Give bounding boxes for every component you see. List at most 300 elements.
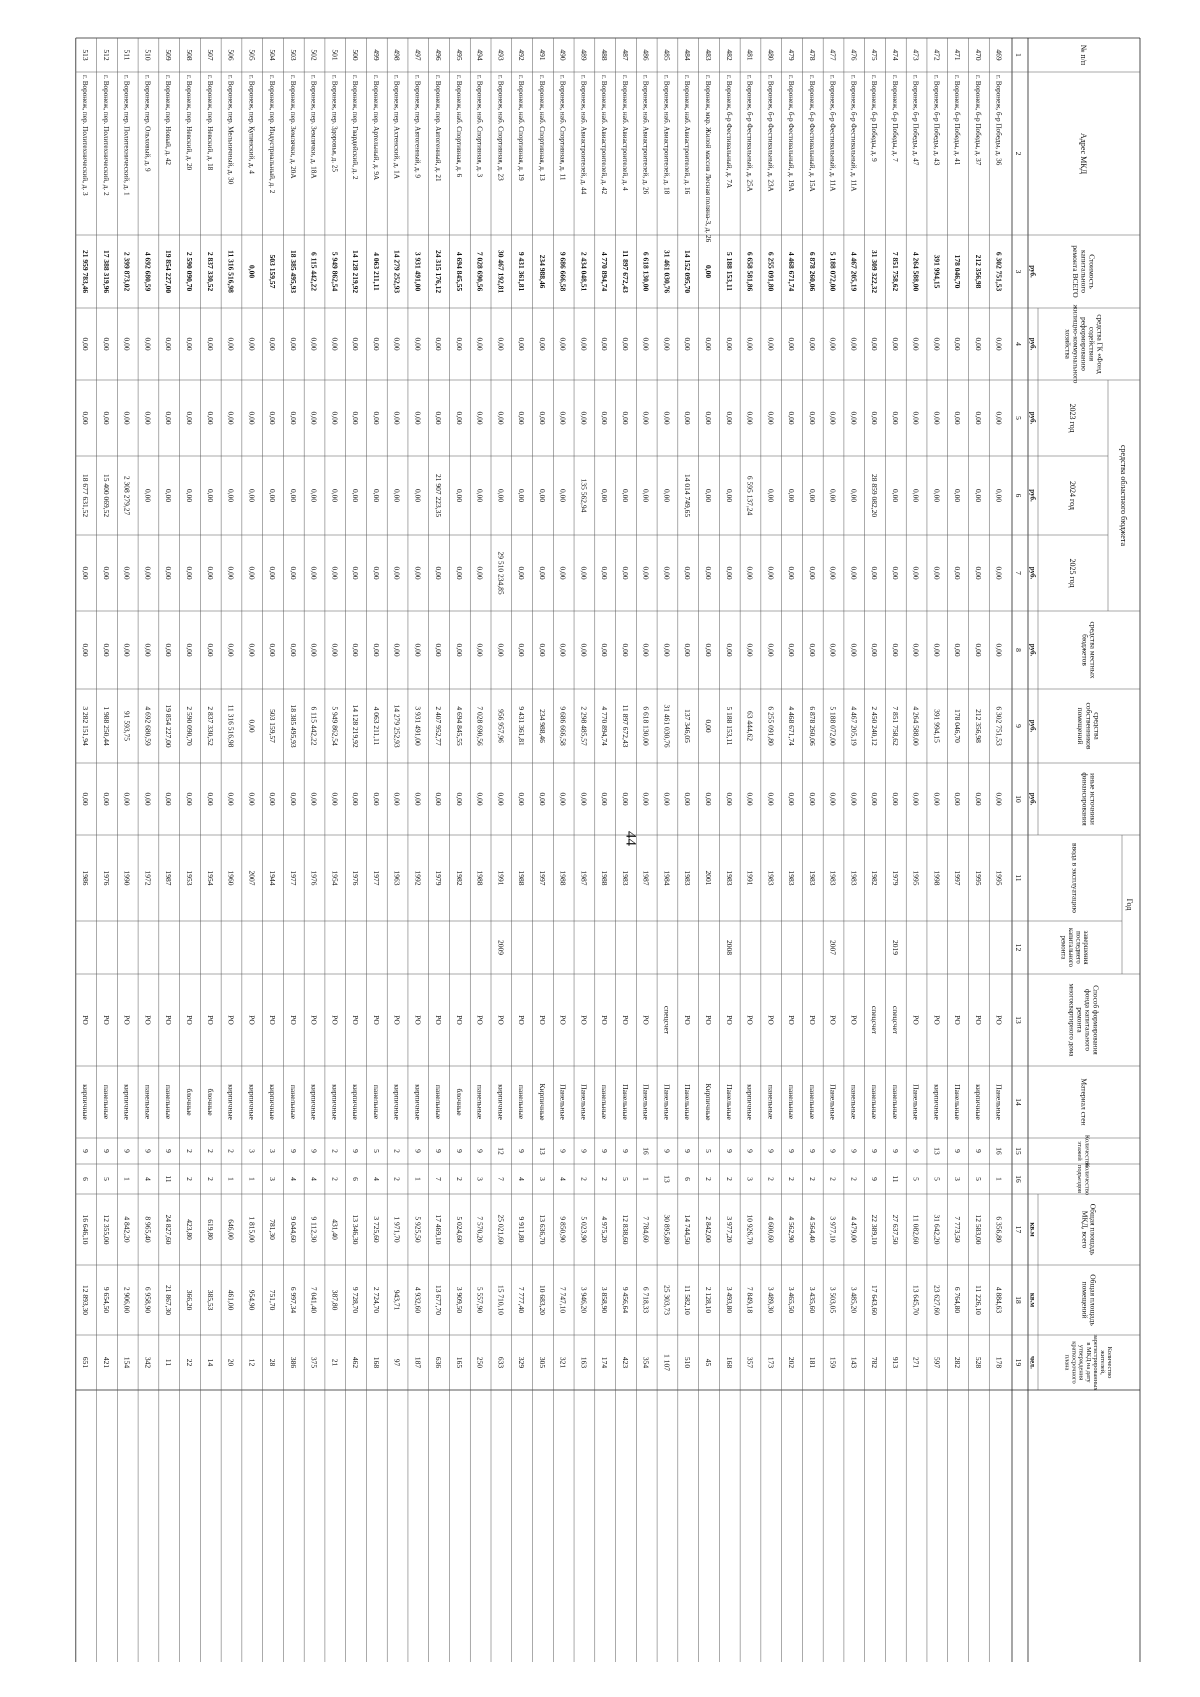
cell-parea: 9 654,50 xyxy=(101,1286,111,1314)
cell-y2025: 0,00 xyxy=(122,566,132,580)
cell-n: 484 xyxy=(683,49,693,61)
cell-other: 0,00 xyxy=(766,792,776,806)
cell-parea: 2 128,10 xyxy=(703,1286,713,1314)
cell-y2024: 0,00 xyxy=(164,488,174,503)
cell-area: 8 965,40 xyxy=(143,1216,153,1243)
cell-res: 271 xyxy=(911,1356,921,1369)
cell-addr: г. Воронеж, пер. Мельничный, д. 30 xyxy=(226,75,235,185)
cell-n: 503 xyxy=(288,49,298,61)
cell-method: РО xyxy=(330,1015,340,1025)
cell-own: 4 692 680,59 xyxy=(143,706,153,746)
cell-local: 0,00 xyxy=(953,643,963,657)
cell-method: РО xyxy=(517,1015,527,1025)
cell-y2023: 0,00 xyxy=(994,411,1004,425)
cell-parea: 7 747,10 xyxy=(558,1286,568,1314)
cell-addr: г. Воронеж, пер. Ахтенский, д. 1А xyxy=(392,75,401,179)
cell-method: РО xyxy=(351,1015,361,1025)
cell-addr: г. Воронеж, б-р Победы, д. 37 xyxy=(973,75,982,166)
cell-method: РО xyxy=(787,1015,797,1025)
column-number: 15 xyxy=(1014,1147,1023,1155)
cell-addr: г. Воронеж, пер. Невский, д. 20 xyxy=(184,75,193,171)
cell-parea: 10 683,20 xyxy=(537,1285,547,1315)
cell-y2023: 0,00 xyxy=(413,411,423,425)
cell-mat: Панельные xyxy=(911,1084,921,1120)
cell-n: 477 xyxy=(828,49,838,61)
cell-own: 14 279 252,93 xyxy=(392,704,402,748)
cell-ent: 1 xyxy=(226,1177,236,1181)
cell-parea: 4 884,63 xyxy=(994,1286,1004,1314)
cell-y2023: 0,00 xyxy=(973,411,983,425)
cell-method: спецсчет xyxy=(870,1005,880,1035)
cell-floors: 5 xyxy=(703,1149,713,1153)
cell-n: 497 xyxy=(413,49,423,61)
cell-area: 423,80 xyxy=(184,1219,194,1240)
cell-local: 0,00 xyxy=(579,643,589,657)
cell-method: спецсчет xyxy=(890,1005,900,1035)
cell-ent: 2 xyxy=(849,1177,859,1181)
cell-total: 234 988,46 xyxy=(537,254,547,289)
cell-y2023: 0,00 xyxy=(226,411,236,425)
cell-y2023: 0,00 xyxy=(537,411,547,425)
cell-ent: 2 xyxy=(766,1177,776,1181)
cell-method: РО xyxy=(994,1015,1004,1025)
cell-fund: 0,00 xyxy=(558,337,568,351)
cell-method: РО xyxy=(724,1015,734,1025)
cell-other: 0,00 xyxy=(143,792,153,806)
cell-own: 4 264 588,00 xyxy=(911,706,921,746)
cell-parea: 21 867,30 xyxy=(164,1285,174,1315)
cell-local: 0,00 xyxy=(973,643,983,657)
cell-floors: 9 xyxy=(849,1149,859,1153)
cell-floors: 9 xyxy=(807,1149,817,1153)
cell-y2023: 0,00 xyxy=(288,411,298,425)
cell-mat: кирпичные xyxy=(413,1084,423,1120)
cell-mat: кирпичные xyxy=(309,1084,319,1120)
cell-method: РО xyxy=(683,1015,693,1025)
cell-area: 12 838,60 xyxy=(620,1214,630,1245)
cell-method: РО xyxy=(309,1015,319,1025)
cell-local: 0,00 xyxy=(870,643,880,657)
cell-mat: кирпичные xyxy=(932,1084,942,1120)
cell-mat: панельные xyxy=(870,1084,880,1120)
cell-res: 163 xyxy=(579,1356,589,1369)
column-number: 17 xyxy=(1014,1225,1023,1234)
cell-area: 9 112,30 xyxy=(309,1216,319,1243)
cell-y2024: 0,00 xyxy=(330,488,340,503)
cell-method: РО xyxy=(641,1015,651,1025)
cell-res: 782 xyxy=(870,1356,880,1369)
cell-local: 0,00 xyxy=(475,643,485,657)
cell-y2025: 0,00 xyxy=(973,566,983,580)
cell-method: РО xyxy=(454,1015,464,1025)
cell-fund: 0,00 xyxy=(683,337,693,351)
cell-mat: Панельные xyxy=(828,1084,838,1120)
column-number: 16 xyxy=(1014,1175,1023,1183)
cell-y2024: 0,00 xyxy=(413,488,423,503)
cell-addr: г. Воронеж, б-р Фестивальный, д. 7А xyxy=(724,75,733,189)
cell-n: 482 xyxy=(724,49,734,61)
cell-n: 493 xyxy=(496,49,506,61)
cell-ycomm: 1979 xyxy=(890,870,900,886)
cell-ycomm: 1997 xyxy=(537,870,547,886)
cell-ent: 4 xyxy=(371,1177,381,1181)
cell-total: 3 931 491,00 xyxy=(413,251,423,292)
cell-fund: 0,00 xyxy=(309,337,319,351)
cell-method: РО xyxy=(600,1015,610,1025)
cell-floors: 2 xyxy=(226,1149,236,1153)
cell-floors: 9 xyxy=(434,1149,444,1153)
cell-mat: панельные xyxy=(807,1084,817,1120)
cell-other: 0,00 xyxy=(828,792,838,806)
cell-local: 0,00 xyxy=(994,643,1004,657)
cell-floors: 9 xyxy=(579,1149,589,1153)
cell-mat: панельные xyxy=(475,1084,485,1120)
cell-y2025: 0,00 xyxy=(641,566,651,580)
cell-other: 0,00 xyxy=(973,792,983,806)
cell-other: 0,00 xyxy=(558,792,568,806)
cell-area: 4 600,60 xyxy=(766,1216,776,1243)
cell-parea: 6 718,33 xyxy=(641,1286,651,1314)
cell-parea: 25 303,73 xyxy=(662,1285,672,1315)
cell-y2024: 0,00 xyxy=(973,488,983,503)
cell-n: 488 xyxy=(600,49,610,61)
unit-label: руб. xyxy=(1028,566,1037,580)
cell-method: спецсчет xyxy=(662,1005,672,1035)
cell-y2023: 0,00 xyxy=(703,411,713,425)
cell-floors: 13 xyxy=(537,1147,547,1155)
cell-local: 0,00 xyxy=(766,643,776,657)
cell-fund: 0,00 xyxy=(745,337,755,351)
cell-own: 2 590 090,70 xyxy=(184,706,194,746)
cell-fund: 0,00 xyxy=(724,337,734,351)
header-local-budget: средства местныхбюджетов xyxy=(1080,621,1098,679)
cell-ent: 2 xyxy=(828,1177,838,1181)
cell-parea: 7 777,40 xyxy=(517,1286,527,1314)
cell-local: 0,00 xyxy=(787,643,797,657)
cell-res: 282 xyxy=(953,1356,963,1369)
cell-y2023: 0,00 xyxy=(766,411,776,425)
cell-fund: 0,00 xyxy=(911,337,921,351)
cell-fund: 0,00 xyxy=(890,337,900,351)
unit-label: руб. xyxy=(1028,337,1037,351)
cell-y2025: 0,00 xyxy=(184,566,194,580)
cell-res: 20 xyxy=(226,1358,236,1367)
cell-n: 507 xyxy=(205,49,215,61)
header-2025: 2025 год xyxy=(1068,558,1078,588)
cell-res: 913 xyxy=(890,1356,900,1369)
cell-floors: 5 xyxy=(371,1149,381,1153)
cell-fund: 0,00 xyxy=(870,337,880,351)
cell-n: 480 xyxy=(766,49,776,61)
cell-parea: 2 906,00 xyxy=(122,1286,132,1314)
cell-area: 31 642,20 xyxy=(932,1214,942,1245)
cell-floors: 9 xyxy=(766,1149,776,1153)
cell-floors: 9 xyxy=(745,1149,755,1153)
cell-y2023: 0,00 xyxy=(143,411,153,425)
cell-local: 0,00 xyxy=(745,643,755,657)
cell-area: 11 082,60 xyxy=(911,1214,921,1245)
cell-local: 0,00 xyxy=(184,643,194,657)
cell-floors: 9 xyxy=(973,1149,983,1153)
cell-addr: г. Воронеж, наб. Спортивная, д. 13 xyxy=(537,75,546,181)
cell-area: 3 977,10 xyxy=(828,1216,838,1243)
cell-y2025: 29 510 234,85 xyxy=(496,551,506,595)
cell-ycomm: 1997 xyxy=(953,870,963,886)
cell-parea: 9 728,70 xyxy=(351,1286,361,1314)
cell-own: 19 854 227,00 xyxy=(164,704,174,748)
cell-ent: 1 xyxy=(247,1177,257,1181)
cell-res: 342 xyxy=(143,1356,153,1369)
cell-ycomm: 1986 xyxy=(81,870,91,886)
cell-area: 4 975,20 xyxy=(600,1216,610,1243)
cell-res: 168 xyxy=(724,1356,734,1369)
cell-mat: кирпичные xyxy=(226,1084,236,1120)
cell-ycomm: 1995 xyxy=(911,870,921,886)
cell-local: 0,00 xyxy=(558,643,568,657)
cell-n: 495 xyxy=(454,49,464,61)
cell-floors: 9 xyxy=(309,1149,319,1153)
cell-y2023: 0,00 xyxy=(268,411,278,425)
cell-fund: 0,00 xyxy=(247,337,257,351)
cell-y2025: 0,00 xyxy=(724,566,734,580)
cell-mat: панельные xyxy=(288,1084,298,1120)
cell-addr: г. Воронеж, наб. Спортивная, д. 19 xyxy=(517,75,526,181)
cell-other: 0,00 xyxy=(268,792,278,806)
cell-fund: 0,00 xyxy=(766,337,776,351)
cell-mat: Панельные xyxy=(683,1084,693,1120)
cell-parea: 6 764,80 xyxy=(953,1286,963,1314)
cell-y2025: 0,00 xyxy=(787,566,797,580)
cell-other: 0,00 xyxy=(703,792,713,806)
cell-method: РО xyxy=(434,1015,444,1025)
cell-y2025: 0,00 xyxy=(247,566,257,580)
cell-other: 0,00 xyxy=(787,792,797,806)
cell-floors: 9 xyxy=(662,1149,672,1153)
cell-n: 487 xyxy=(620,49,630,61)
cell-floors: 9 xyxy=(164,1149,174,1153)
cell-ent: 1 xyxy=(413,1177,423,1181)
cell-res: 11 xyxy=(164,1358,174,1367)
header-year: Год xyxy=(1125,898,1135,911)
cell-floors: 9 xyxy=(143,1149,153,1153)
cell-fund: 0,00 xyxy=(953,337,963,351)
cell-y2024: 0,00 xyxy=(537,488,547,503)
cell-fund: 0,00 xyxy=(81,337,91,351)
cell-mat: блочные xyxy=(184,1088,194,1116)
cell-addr: г. Воронеж, пер. Невский, д. 18 xyxy=(205,75,214,171)
cell-y2025: 0,00 xyxy=(226,566,236,580)
cell-addr: г. Воронеж, пер. Здоровья, д. 25 xyxy=(330,75,339,172)
cell-mat: панельные xyxy=(164,1084,174,1120)
cell-fund: 0,00 xyxy=(351,337,361,351)
cell-y2023: 0,00 xyxy=(932,411,942,425)
cell-n: 500 xyxy=(351,49,361,61)
cell-parea: 385,53 xyxy=(205,1289,215,1311)
cell-n: 469 xyxy=(994,49,1004,61)
cell-y2024: 0,00 xyxy=(558,488,568,503)
cell-addr: г. Воронеж, пер. Землячки, д. 18А xyxy=(309,75,318,179)
cell-local: 0,00 xyxy=(537,643,547,657)
cell-area: 4 479,00 xyxy=(849,1216,859,1243)
cell-ent: 7 xyxy=(434,1177,444,1181)
cell-y2024: 0,00 xyxy=(392,488,402,503)
cell-total: 6 878 260,06 xyxy=(807,251,817,292)
cell-addr: г. Воронеж, пер. Артельный, д. 9А xyxy=(371,75,380,181)
cell-n: 498 xyxy=(392,49,402,61)
cell-total: 14 152 095,70 xyxy=(683,249,693,294)
cell-parea: 3 503,05 xyxy=(828,1286,838,1314)
cell-y2023: 0,00 xyxy=(828,411,838,425)
cell-n: 475 xyxy=(870,49,880,61)
cell-res: 202 xyxy=(787,1356,797,1369)
unit-label: руб. xyxy=(1028,643,1037,657)
header-year-last-repair: завершенияпоследнегокапитальногоремонта xyxy=(1059,927,1089,968)
cell-mat: Панельные xyxy=(579,1084,589,1120)
cell-area: 781,30 xyxy=(268,1219,278,1240)
cell-n: 501 xyxy=(330,49,340,61)
cell-mat: кирпичные xyxy=(973,1084,983,1120)
cell-parea: 6 997,34 xyxy=(288,1286,298,1314)
cell-addr: г. Воронеж, пер. Политехнический, д. 1 xyxy=(122,75,131,196)
cell-parea: 3 489,30 xyxy=(766,1286,776,1314)
cell-mat: панельные xyxy=(787,1084,797,1120)
cell-total: 6 618 130,00 xyxy=(641,251,651,292)
cell-res: 636 xyxy=(434,1356,444,1369)
cell-ent: 2 xyxy=(703,1177,713,1181)
cell-y2023: 0,00 xyxy=(641,411,651,425)
cell-method: РО xyxy=(247,1015,257,1025)
cell-total: 2 399 873,02 xyxy=(122,251,132,292)
cell-res: 510 xyxy=(683,1356,693,1369)
cell-floors: 9 xyxy=(517,1149,527,1153)
cell-n: 478 xyxy=(807,49,817,61)
cell-y2024: 0,00 xyxy=(953,488,963,503)
cell-floors: 2 xyxy=(205,1149,215,1153)
cell-addr: г. Воронеж, б-р Фестивальный, д. 15А xyxy=(807,75,816,192)
cell-other: 0,00 xyxy=(600,792,610,806)
cell-ent: 5 xyxy=(973,1177,983,1181)
column-number: 11 xyxy=(1014,874,1023,882)
cell-fund: 0,00 xyxy=(787,337,797,351)
cell-parea: 3 858,90 xyxy=(600,1286,610,1314)
cell-y2025: 0,00 xyxy=(600,566,610,580)
cell-res: 174 xyxy=(600,1356,610,1369)
cell-floors: 9 xyxy=(683,1149,693,1153)
cell-other: 0,00 xyxy=(247,792,257,806)
cell-addr: г. Воронеж, наб. Спортивная, д. 6 xyxy=(454,75,463,178)
cell-parea: 17 643,60 xyxy=(870,1285,880,1315)
cell-y2023: 0,00 xyxy=(164,411,174,425)
cell-method: РО xyxy=(268,1015,278,1025)
cell-area: 13 346,30 xyxy=(351,1214,361,1245)
cell-parea: 3 909,50 xyxy=(454,1286,464,1314)
cell-other: 0,00 xyxy=(953,792,963,806)
cell-other: 0,00 xyxy=(309,792,319,806)
cell-y2023: 0,00 xyxy=(371,411,381,425)
header-residents: Количествожителей,зарегистрированныхв МКД на датуутверждениякраткосрочногоплана xyxy=(1063,1334,1113,1391)
cell-parea: 12 893,30 xyxy=(81,1285,91,1315)
cell-ycomm: 1954 xyxy=(205,870,215,886)
cell-own: 503 159,57 xyxy=(268,709,278,743)
cell-res: 28 xyxy=(268,1358,278,1367)
cell-ycomm: 1983 xyxy=(766,870,776,886)
cell-method: РО xyxy=(143,1015,153,1025)
cell-y2024: 135 562,94 xyxy=(579,478,589,513)
cell-addr: г. Воронеж, б-р Фестивальный, д. 19А xyxy=(787,75,796,192)
cell-fund: 0,00 xyxy=(413,337,423,351)
cell-parea: 3 493,80 xyxy=(724,1286,734,1314)
cell-ycomm: 1983 xyxy=(807,870,817,886)
cell-addr: г. Воронеж, пер. Политехнический, д. 2 xyxy=(101,75,110,196)
cell-method: РО xyxy=(911,1015,921,1025)
cell-mat: кирпичные xyxy=(330,1084,340,1120)
cell-total: 6 255 091,80 xyxy=(766,251,776,292)
cell-ycomm: 1972 xyxy=(143,870,153,886)
cell-addr: г. Воронеж, б-р Фестивальный, д. 25А xyxy=(745,75,754,192)
cell-res: 97 xyxy=(392,1358,402,1367)
cell-local: 0,00 xyxy=(143,643,153,657)
cell-total: 4 063 211,11 xyxy=(371,252,381,291)
cell-parea: 7 041,40 xyxy=(309,1286,319,1314)
cell-n: 510 xyxy=(143,49,153,61)
cell-y2025: 0,00 xyxy=(413,566,423,580)
cell-y2025: 0,00 xyxy=(620,566,630,580)
cell-area: 7 570,20 xyxy=(475,1216,485,1243)
cell-addr: г. Воронеж, б-р Фестивальный, д. 11А xyxy=(828,75,837,192)
cell-mat: кирпичные xyxy=(122,1084,132,1120)
cell-other: 0,00 xyxy=(662,792,672,806)
cell-ent: 5 xyxy=(101,1177,111,1181)
cell-own: 5 188 153,11 xyxy=(724,706,734,746)
cell-own: 391 994,15 xyxy=(932,709,942,743)
cell-area: 4 564,40 xyxy=(807,1216,817,1243)
cell-y2025: 0,00 xyxy=(268,566,278,580)
cell-ent: 3 xyxy=(537,1177,547,1181)
cell-n: 470 xyxy=(973,49,983,61)
cell-y2023: 0,00 xyxy=(392,411,402,425)
cell-y2025: 0,00 xyxy=(994,566,1004,580)
cell-ent: 2 xyxy=(724,1177,734,1181)
cell-y2025: 0,00 xyxy=(475,566,485,580)
cell-res: 154 xyxy=(122,1356,132,1369)
cell-local: 0,00 xyxy=(309,643,319,657)
cell-res: 1 107 xyxy=(662,1354,672,1371)
cell-ent: 9 xyxy=(870,1177,880,1181)
cell-n: 485 xyxy=(662,49,672,61)
column-number: 18 xyxy=(1014,1296,1023,1304)
cell-ycomm: 1976 xyxy=(309,870,319,886)
cell-floors: 9 xyxy=(828,1149,838,1153)
cell-ycomm: 1976 xyxy=(101,870,111,886)
cell-parea: 13 645,70 xyxy=(911,1285,921,1315)
cell-fund: 0,00 xyxy=(122,337,132,351)
cell-area: 22 389,10 xyxy=(870,1214,880,1245)
cell-total: 9 431 361,81 xyxy=(517,251,527,292)
cell-method: РО xyxy=(392,1015,402,1025)
cell-fund: 0,00 xyxy=(226,337,236,351)
cell-addr: г. Воронеж, наб. Авиастроителей, д. 16 xyxy=(683,75,692,195)
cell-y2024: 0,00 xyxy=(600,488,610,503)
cell-ycomm: 1963 xyxy=(392,870,402,886)
header-2024: 2024 год xyxy=(1068,481,1078,510)
cell-other: 0,00 xyxy=(434,792,444,806)
cell-method: РО xyxy=(703,1015,713,1025)
cell-own: 6 302 751,53 xyxy=(994,706,1004,746)
cell-y2024: 0,00 xyxy=(766,488,776,503)
cell-other: 0,00 xyxy=(890,792,900,806)
cell-res: 21 xyxy=(330,1358,340,1367)
cell-local: 0,00 xyxy=(807,643,817,657)
